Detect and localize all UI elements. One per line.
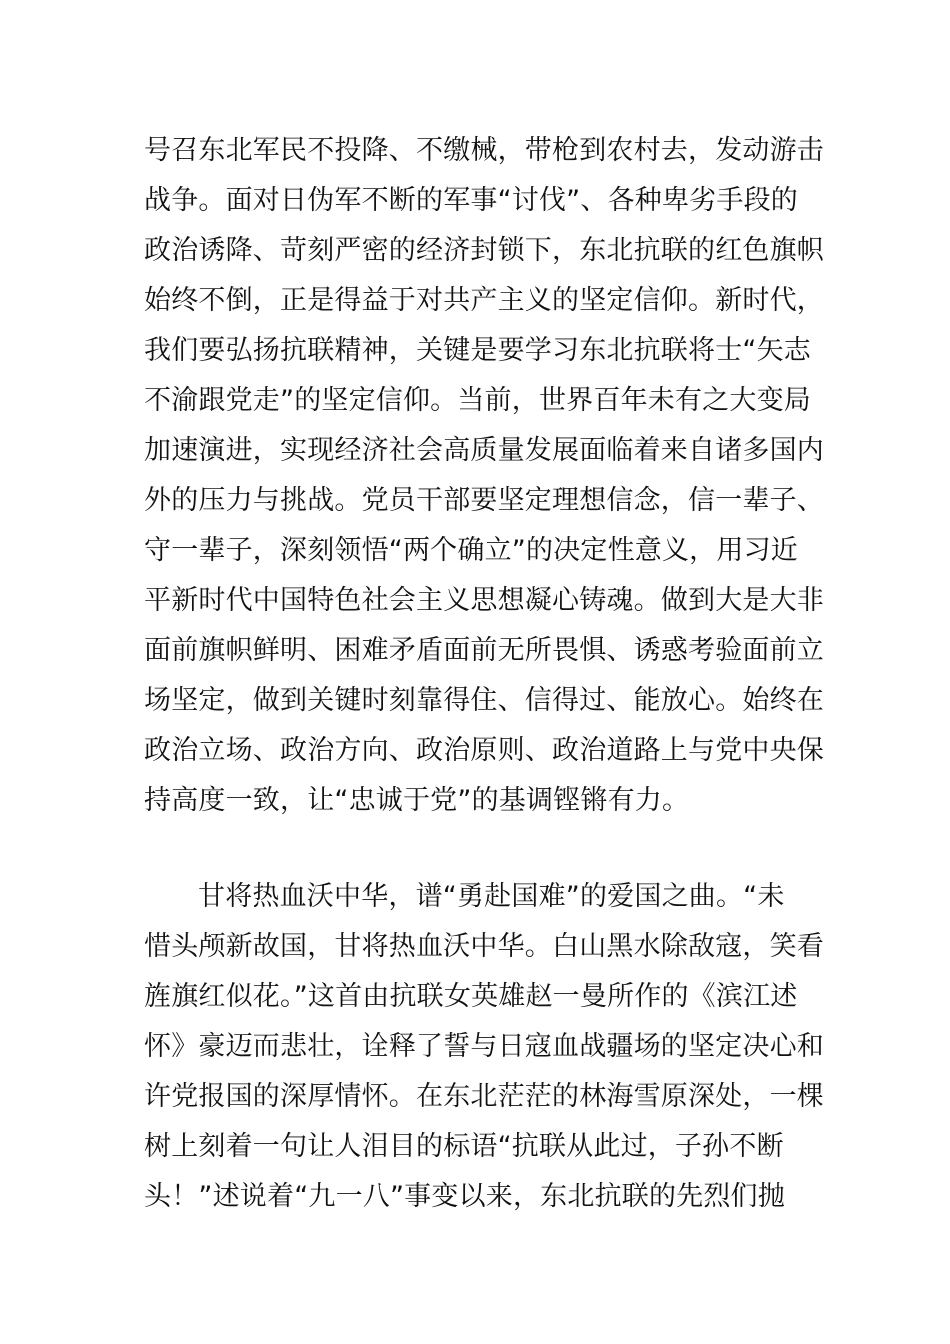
text-line: 场坚定，做到关键时刻靠得住、信得过、能放心。始终在 [144,685,824,716]
text-line: 政治立场、政治方向、政治原则、政治道路上与党中央保 [144,735,824,766]
text-line: 面前旗帜鲜明、困难矛盾面前无所畏惧、诱惑考验面前立 [144,635,824,666]
text-line: 头！”述说着“九一八”事变以来，东北抗联的先烈们抛 [144,1181,785,1212]
text-line: 许党报国的深厚情怀。在东北茫茫的林海雪原深处，一棵 [144,1081,824,1112]
text-line: 我们要弘扬抗联精神，关键是要学习东北抗联将士“矢志 [144,335,811,366]
text-line: 不渝跟党走”的坚定信仰。当前，世界百年未有之大变局 [144,385,811,416]
text-line: 旌旗红似花。”这首由抗联女英雄赵一曼所作的《滨江述 [144,981,798,1012]
text-line: 政治诱降、苛刻严密的经济封锁下，东北抗联的红色旗帜 [144,235,824,266]
text-line: 持高度一致，让“忠诚于党”的基调铿锵有力。 [144,785,690,816]
text-line: 加速演进，实现经济社会高质量发展面临着来自诸多国内 [144,435,824,466]
text-line: 号召东北军民不投降、不缴械，带枪到农村去，发动游击 [144,135,824,166]
text-line-indented: 甘将热血沃中华，谱“勇赴国难”的爱国之曲。“未 [198,881,785,912]
text-line: 怀》豪迈而悲壮，诠释了誓与日寇血战疆场的坚定决心和 [144,1031,824,1062]
text-line: 战争。面对日伪军不断的军事“讨伐”、各种卑劣手段的 [144,185,798,216]
text-line: 惜头颅新故国，甘将热血沃中华。白山黑水除敌寇，笑看 [144,931,824,962]
text-line: 外的压力与挑战。党员干部要坚定理想信念，信一辈子、 [144,485,824,516]
text-line: 平新时代中国特色社会主义思想凝心铸魂。做到大是大非 [144,585,824,616]
text-line: 树上刻着一句让人泪目的标语“抗联从此过，子孙不断 [144,1131,784,1162]
text-line: 始终不倒，正是得益于对共产主义的坚定信仰。新时代， [144,285,824,316]
text-line: 守一辈子，深刻领悟“两个确立”的决定性意义，用习近 [144,535,798,566]
